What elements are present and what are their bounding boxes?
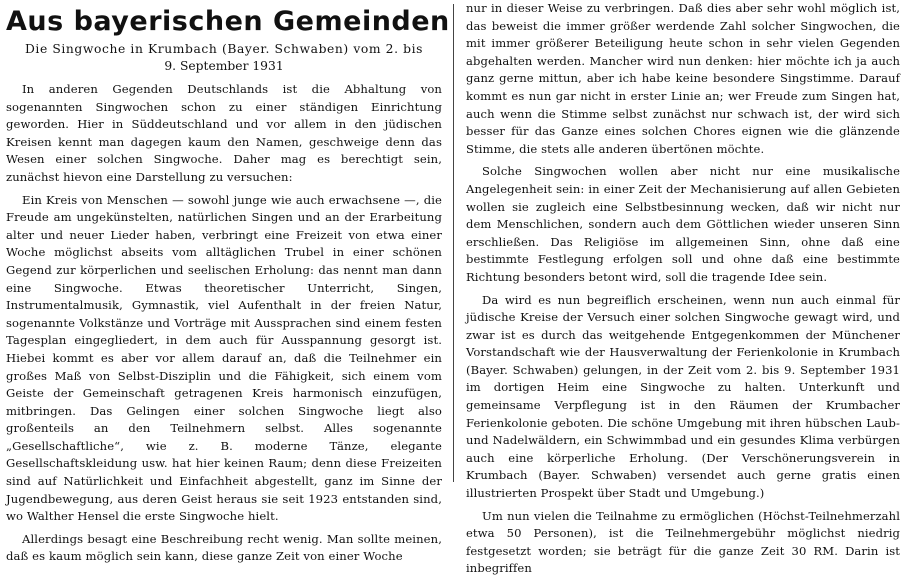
paragraph: Ein Kreis von Menschen — sowohl junge wie auch erwachsene —, die Freude am ungekünstelten, natürlichen Singen und an der Erarbeitung alter und neuer Lieder haben, verbringt eine Freizeit von etwa einer Woche möglichst abseits vom alltäglichen Trubel in einer schönen Gegend zur körperlichen und seelischen Erholung: das nennt man dann eine Singwoche. Etwas theoretischer Unterricht, Singen, Instrumentalmusik, Gymnastik, viel Aufenthalt in der freien Natur, sogenannte Volkstänze und Vorträge mit Aussprachen sind einem festen Tagesplan eingegliedert, in dem auch für Ausspannung gesorgt ist. Hiebei kommt es aber vor allem darauf an, daß die Teilnehmer ein großes Maß von Selbst-Disziplin und die Fähigkeit, sich einem vom Geiste der Gemeinschaft getragenen Kreis harmonisch einzufügen, mitbringen. Das Gelingen einer solchen Singwoche liegt also großenteils an den Teilnehmern selbst. Alles sogenannte „Gesellschaftliche“, wie z. B. moderne Tänze, elegante Gesellschaftskleidung usw. hat hier keinen Raum; denn diese Freizeiten sind auf Natürlichkeit und Einfachheit abgestellt, ganz im Sinne der Jugendbewegung, aus deren Geist heraus sie seit 1923 entstanden sind, wo Walther Hensel die erste Singwoche hielt. xyxy=(6,192,442,524)
paragraph: Um nun vielen die Teilnahme zu ermöglichen (Höchst-Teilnehmerzahl etwa 50 Personen), ist die Teilnehmergebühr möglichst niedrig festgesetzt worden; sie beträgt für die ganze Zeit 30 RM. Darin ist inbegriffen xyxy=(466,508,900,576)
paragraph: In anderen Gegenden Deutschlands ist die Abhaltung von sogenannten Singwochen schon zu einer ständigen Einrichtung geworden. Hier in Süddeutschland und vor allem in den jüdischen Kreisen kennt man dagegen kaum den Namen, geschweige denn das Wesen einer solchen Singwoche. Daher mag es berechtigt sein, zunächst hievon eine Darstellung zu versuchen: xyxy=(6,82,442,184)
right-column xyxy=(466,0,900,583)
subheadline xyxy=(6,41,442,75)
column-divider xyxy=(453,4,454,482)
paragraph: nur in dieser Weise zu verbringen. Daß dies aber sehr wohl möglich ist, das beweist die immer größer werdende Zahl solcher Singwochen, die mit immer größerer Beteiligung heute schon in sehr vielen Gegenden abgehalten werden. Mancher wird nun denken: hier möchte ich ja auch ganz gerne mittun, aber ich habe keine besondere Singstimme. Darauf kommt es nun gar nicht in erster Linie an; wer Freude zum Singen hat, auch wenn die Stimme selbst zunächst nur schwach ist, der wird sich besser für das Ganze eines solchen Chores eignen wie die glänzende Stimme, die stets alle anderen übertönen möchte. xyxy=(466,1,900,156)
headline: Aus bayerischen Gemeinden xyxy=(6,6,450,37)
paragraph: Da wird es nun begreiflich erscheinen, wenn nun auch einmal für jüdische Kreise der Versuch einer solchen Singwoche gewagt wird, und zwar ist es durch das weitgehende Entgegenkommen der Münchener Vorstandschaft wie der Hausverwaltung der Ferienkolonie in Krumbach (Bayer. Schwaben) gelungen, in der Zeit vom 2. bis 9. September 1931 im dortigen Heim eine Singwoche zu halten. Unterkunft und gemeinsame Verpflegung ist in den Räumen der Krumbacher Ferienkolonie geboten. Die schöne Umgebung mit ihren hübschen Laub- und Nadelwäldern, ein Schwimmbad und ein gesundes Klima verbürgen auch eine körperliche Erholung. (Der Verschönerungsverein in Krumbach (Bayer. Schwaben) versendet auch gerne gratis einen illustrierten Prospekt über Stadt und Umgebung.) xyxy=(466,292,900,501)
paragraph: Allerdings besagt eine Beschreibung recht wenig. Man sollte meinen, daß es kaum möglich sein kann, diese ganze Zeit von einer Woche xyxy=(6,531,442,564)
subheadline-line-2: 9. September 1931 xyxy=(164,59,284,73)
paragraph: Solche Singwochen wollen aber nicht nur eine musikalische Angelegenheit sein: in einer Zeit der Mechanisierung auf allen Gebieten wollen sie zugleich eine Selbstbesinnung wecken, daß wir nicht nur dem Menschlichen, sondern auch dem Göttlichen wieder unseren Sinn erschließen. Das Religiöse im allgemeinen Sinn, ohne daß eine bestimmte Festlegung erfolgen soll und ohne daß eine bestimmte Richtung besonders betont wird, soll die tragende Idee sein. xyxy=(466,164,900,284)
subheadline-line-1: Die Singwoche in Krumbach (Bayer. Schwaben) vom 2. bis xyxy=(24,42,424,56)
left-column xyxy=(6,0,450,571)
